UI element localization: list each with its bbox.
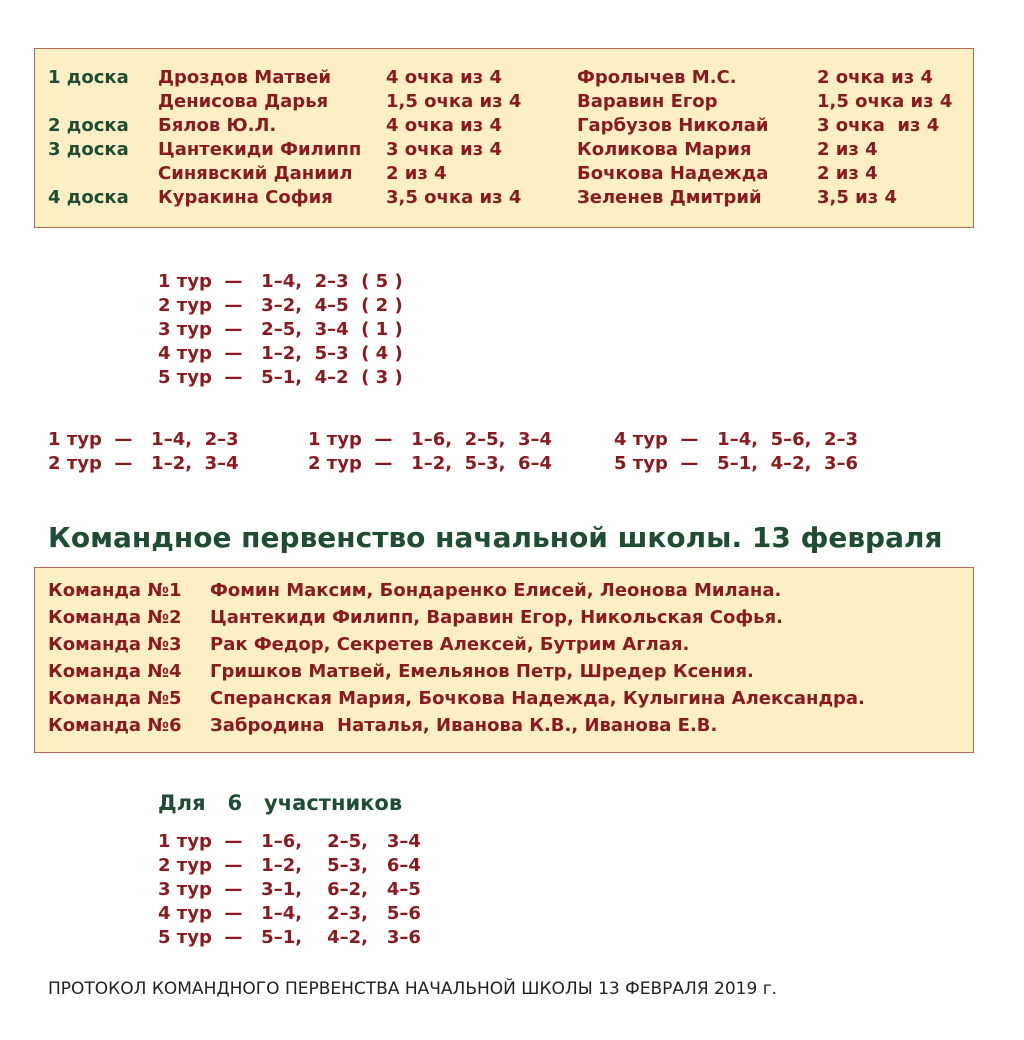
player-score: 4 очка из 4	[386, 115, 503, 136]
schedule-line: 4 тур — 1–4, 2–3, 5–6	[158, 903, 421, 924]
team-members: Сперанская Мария, Бочкова Надежда, Кулыгина Александра.	[210, 688, 865, 709]
player-score: 1,5 очка из 4	[386, 91, 522, 112]
board-label: 1 доска	[48, 67, 129, 88]
board-label: 2 доска	[48, 115, 129, 136]
player-score: 2 из 4	[817, 139, 878, 160]
schedule-line: 5 тур — 5–1, 4–2, 3–6	[614, 453, 859, 474]
team-label: Команда №5	[48, 688, 182, 709]
team-members: Забродина Наталья, Иванова К.В., Иванова Е.В.	[210, 715, 718, 736]
schedule-line: 4 тур — 1–2, 5–3 ( 4 )	[158, 343, 403, 364]
player-score: 1,5 очка из 4	[817, 91, 953, 112]
player-name: Куракина София	[158, 187, 333, 208]
player-name: Зеленев Дмитрий	[577, 187, 762, 208]
team-label: Команда №6	[48, 715, 182, 736]
team-label: Команда №2	[48, 607, 182, 628]
player-name: Фролычев М.С.	[577, 67, 737, 88]
board-label: 4 доска	[48, 187, 129, 208]
player-score: 4 очка из 4	[386, 67, 503, 88]
board-label: 3 доска	[48, 139, 129, 160]
player-score: 2 из 4	[817, 163, 878, 184]
schedule-line: 1 тур — 1–6, 2–5, 3–4	[308, 429, 553, 450]
team-members: Фомин Максим, Бондаренко Елисей, Леонова Милана.	[210, 580, 782, 601]
player-score: 3,5 очка из 4	[386, 187, 522, 208]
player-name: Синявский Даниил	[158, 163, 353, 184]
schedule-line: 2 тур — 3–2, 4–5 ( 2 )	[158, 295, 403, 316]
schedule-line: 3 тур — 3–1, 6–2, 4–5	[158, 879, 421, 900]
page-title: Командное первенство начальной школы. 13 февраля	[48, 521, 943, 554]
team-members: Гришков Матвей, Емельянов Петр, Шредер Ксения.	[210, 661, 754, 682]
player-name: Цантекиди Филипп	[158, 139, 362, 160]
team-label: Команда №4	[48, 661, 182, 682]
schedule-line: 3 тур — 2–5, 3–4 ( 1 )	[158, 319, 403, 340]
player-score: 3,5 из 4	[817, 187, 898, 208]
player-score: 2 очка из 4	[817, 67, 934, 88]
player-score: 3 очка из 4	[817, 115, 940, 136]
schedule-line: 4 тур — 1–4, 5–6, 2–3	[614, 429, 859, 450]
schedule-line: 1 тур — 1–6, 2–5, 3–4	[158, 831, 421, 852]
team-members: Рак Федор, Секретев Алексей, Бутрим Аглая.	[210, 634, 690, 655]
team-label: Команда №1	[48, 580, 182, 601]
six-participants-heading: Для 6 участников	[158, 791, 403, 815]
schedule-line: 5 тур — 5–1, 4–2 ( 3 )	[158, 367, 403, 388]
schedule-line: 2 тур — 1–2, 3–4	[48, 453, 239, 474]
player-name: Денисова Дарья	[158, 91, 329, 112]
player-name: Бочкова Надежда	[577, 163, 769, 184]
schedule-line: 5 тур — 5–1, 4–2, 3–6	[158, 927, 421, 948]
player-score: 2 из 4	[386, 163, 447, 184]
team-members: Цантекиди Филипп, Варавин Егор, Никольская Софья.	[210, 607, 783, 628]
player-name: Дроздов Матвей	[158, 67, 332, 88]
player-name: Варавин Егор	[577, 91, 718, 112]
player-name: Коликова Мария	[577, 139, 752, 160]
schedule-line: 1 тур — 1–4, 2–3 ( 5 )	[158, 271, 403, 292]
player-score: 3 очка из 4	[386, 139, 503, 160]
schedule-line: 2 тур — 1–2, 5–3, 6–4	[158, 855, 421, 876]
player-name: Бялов Ю.Л.	[158, 115, 277, 136]
player-name: Гарбузов Николай	[577, 115, 769, 136]
team-label: Команда №3	[48, 634, 182, 655]
schedule-line: 2 тур — 1–2, 5–3, 6–4	[308, 453, 553, 474]
protocol-caption: ПРОТОКОЛ КОМАНДНОГО ПЕРВЕНСТВА НАЧАЛЬНОЙ ШКОЛЫ 13 ФЕВРАЛЯ 2019 г.	[48, 979, 778, 999]
schedule-line: 1 тур — 1–4, 2–3	[48, 429, 239, 450]
